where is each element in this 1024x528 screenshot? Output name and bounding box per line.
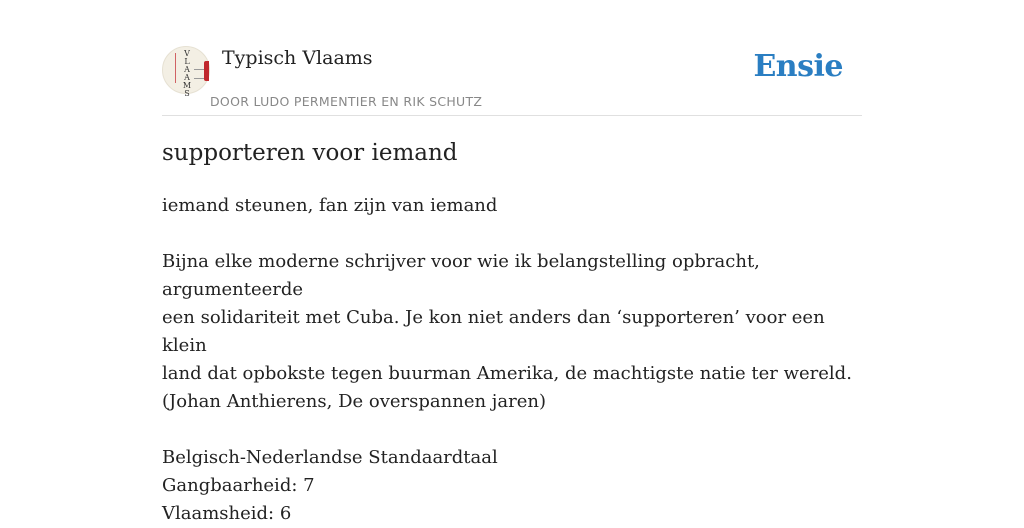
entry-example-line: een solidariteit met Cuba. Je kon niet anders dan ‘supporteren’ voor een klein [162,307,825,356]
avatar-red-edge [204,61,209,81]
blog-title[interactable]: Typisch Vlaams [222,47,373,69]
blog-authors: DOOR LUDO PERMENTIER EN RIK SCHUTZ [210,94,483,109]
entry-headword: supporteren voor iemand [162,140,458,166]
avatar-vertical-letters: V L A A M S [182,49,192,98]
blog-avatar-icon[interactable] [162,46,210,98]
entry-example-line: land dat opbokste tegen buurman Amerika, de machtigste natie ter wereld. [162,363,852,384]
ensie-logo-link[interactable]: Ensie [753,49,843,84]
spacer [162,220,862,248]
spacer [162,416,862,444]
entry-register: Belgisch-Nederlandse Standaardtaal [162,447,498,468]
entry-flemishness: Vlaamsheid: 6 [162,503,292,524]
entry-definition: iemand steunen, fan zijn van iemand [162,195,498,216]
entry-example-line: Bijna elke moderne schrijver voor wie ik belangstelling opbracht, argumenteerde [162,251,760,300]
entry-body [162,192,862,528]
entry-example-source: (Johan Anthierens, De overspannen jaren) [162,391,546,412]
avatar-small-text [194,69,204,79]
entry-frequency: Gangbaarheid: 7 [162,475,315,496]
avatar-red-line [175,53,176,83]
blog-header [162,45,862,116]
